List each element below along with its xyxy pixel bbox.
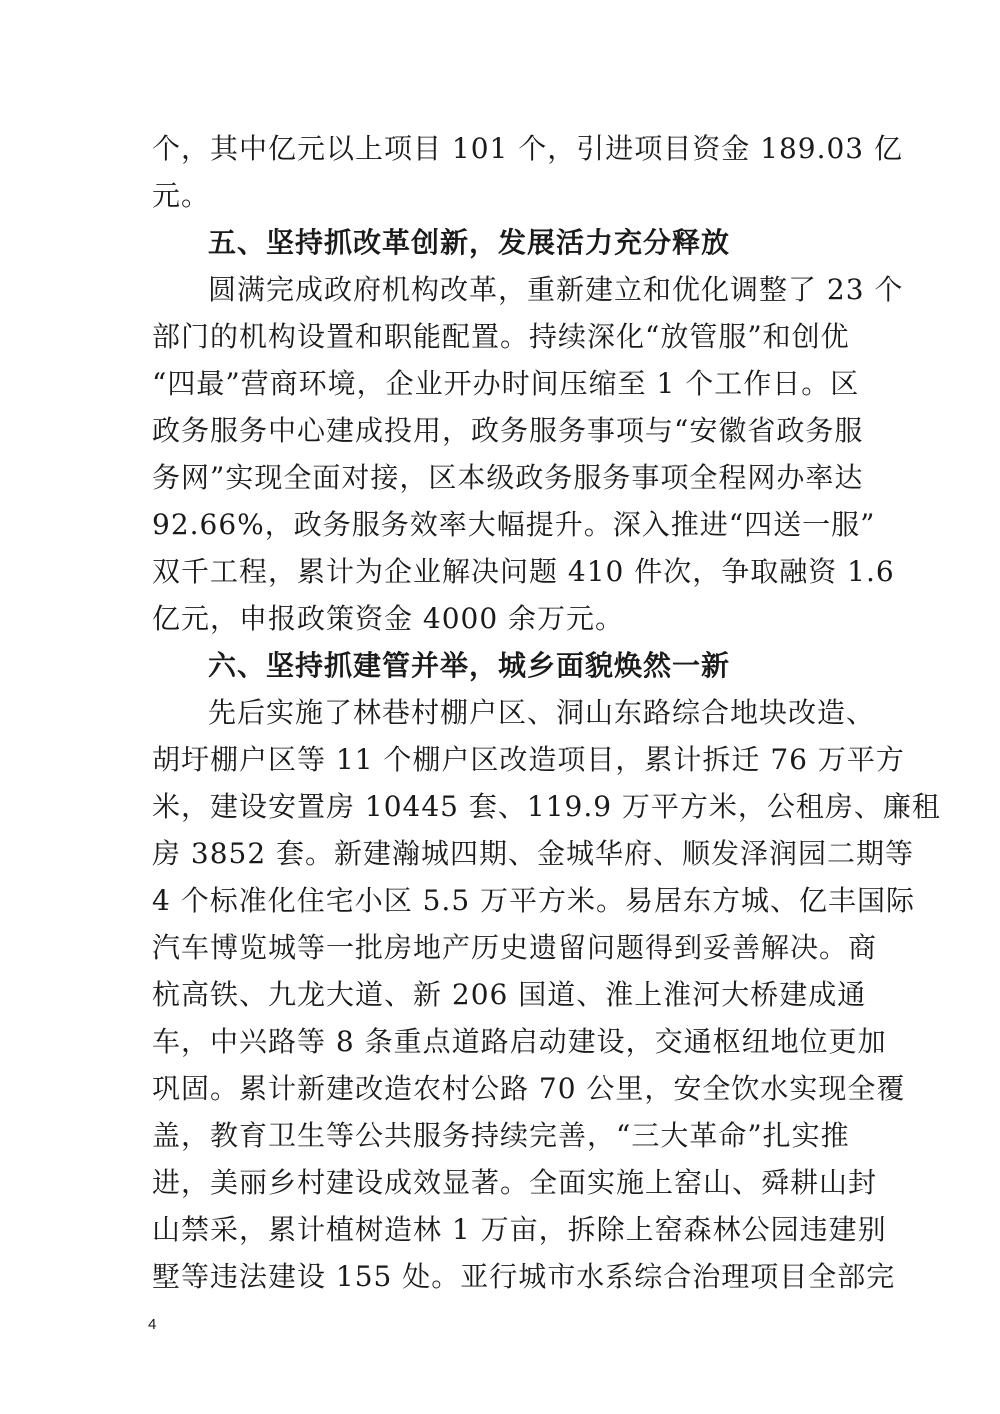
body-text-line: 进，美丽乡村建设成效显著。全面实施上窑山、舜耕山封 bbox=[152, 1166, 878, 1199]
body-text-line: 杭高铁、九龙大道、新 206 国道、淮上淮河大桥建成通 bbox=[152, 978, 867, 1011]
body-text-line: 车，中兴路等 8 条重点道路启动建设，交通枢纽地位更加 bbox=[152, 1025, 887, 1058]
body-text-line: 胡圩棚户区等 11 个棚户区改造项目，累计拆迁 76 万平方 bbox=[152, 743, 905, 776]
body-text-line: 汽车博览城等一批房地产历史遗留问题得到妥善解决。商 bbox=[152, 931, 878, 964]
body-text-line: 先后实施了林巷村棚户区、洞山东路综合地块改造、 bbox=[208, 696, 876, 729]
body-text-line: 4 个标准化住宅小区 5.5 万平方米。易居东方城、亿丰国际 bbox=[152, 884, 916, 917]
body-text-line: 元。 bbox=[152, 179, 211, 212]
body-text-line: 92.66%，政务服务效率大幅提升。深入推进“四送一服” bbox=[152, 508, 876, 541]
body-text-line: 山禁采，累计植树造林 1 万亩，拆除上窑森林公园违建别 bbox=[152, 1213, 887, 1246]
body-text-line: “四最”营商环境，企业开办时间压缩至 1 个工作日。区 bbox=[152, 367, 860, 400]
page-number: 4 bbox=[148, 1316, 157, 1333]
body-text-line: 部门的机构设置和职能配置。持续深化“放管服”和创优 bbox=[152, 320, 850, 353]
body-text-line: 亿元，申报政策资金 4000 余万元。 bbox=[152, 602, 625, 635]
body-text-line: 巩固。累计新建改造农村公路 70 公里，安全饮水实现全覆 bbox=[152, 1072, 906, 1105]
body-text-line: 圆满完成政府机构改革，重新建立和优化调整了 23 个 bbox=[208, 273, 904, 306]
body-text-line: 政务服务中心建成投用，政务服务事项与“安徽省政务服 bbox=[152, 414, 864, 447]
body-text-line: 双千工程，累计为企业解决问题 410 件次，争取融资 1.6 bbox=[152, 555, 895, 588]
body-text-line: 务网”实现全面对接，区本级政务服务事项全程网办率达 bbox=[152, 461, 864, 494]
section-heading: 五、坚持抓改革创新，发展活力充分释放 bbox=[208, 226, 731, 259]
section-heading: 六、坚持抓建管并举，城乡面貌焕然一新 bbox=[208, 649, 731, 682]
body-text-line: 米，建设安置房 10445 套、119.9 万平方米，公租房、廉租 bbox=[152, 790, 941, 823]
body-text-line: 个，其中亿元以上项目 101 个，引进项目资金 189.03 亿 bbox=[152, 132, 904, 165]
body-text-line: 墅等违法建设 155 处。亚行城市水系综合治理项目全部完 bbox=[152, 1260, 896, 1293]
body-text-line: 盖，教育卫生等公共服务持续完善，“三大革命”扎实推 bbox=[152, 1119, 850, 1152]
body-text-line: 房 3852 套。新建瀚城四期、金城华府、顺发泽润园二期等 bbox=[152, 837, 915, 870]
